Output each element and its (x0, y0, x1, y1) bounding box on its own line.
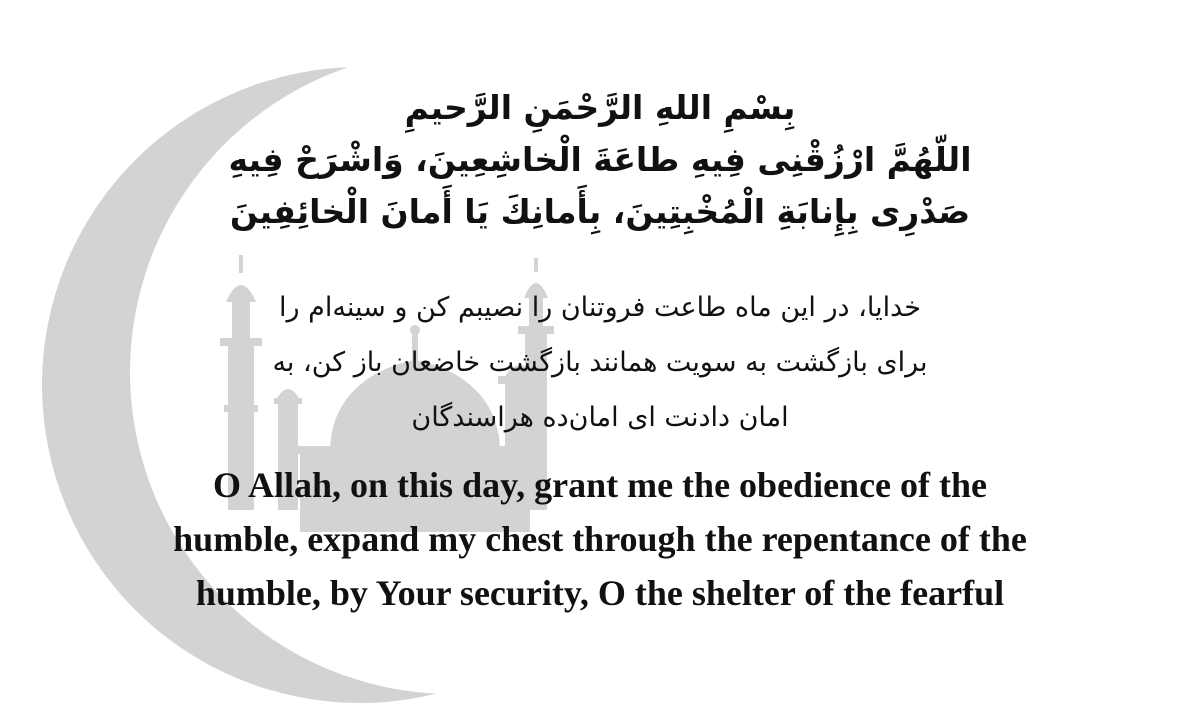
persian-line: خدایا، در این ماه طاعت فروتنان را نصیبم کن و سینه‌ام را (279, 292, 921, 323)
english-line: humble, expand my chest through the repentance of the (173, 519, 1027, 559)
arabic-line-basmala: بِسْمِ اللهِ الرَّحْمَنِ الرَّحيمِ (404, 88, 796, 127)
english-line: humble, by Your security, O the shelter of the fearful (195, 573, 1005, 613)
english-translation-text (0, 458, 1200, 620)
english-line: O Allah, on this day, grant me the obedience of the (212, 465, 988, 505)
persian-translation-text (0, 280, 1200, 445)
arabic-dua-text (0, 82, 1200, 238)
arabic-line: اللّهُمَّ ارْزُقْنِی فِیهِ طاعَةَ الْخاشِعِینَ، وَاشْرَحْ فِیهِ (228, 140, 972, 179)
arabic-line: صَدْرِی بِإِنابَةِ الْمُخْبِتِینَ، بِأَمانِكَ یَا أَمانَ الْخائِفِینَ (229, 192, 971, 231)
persian-line: برای بازگشت به سویت همانند بازگشت خاضعان باز کن، به (272, 347, 928, 378)
persian-line: امان دادنت ای امان‌ده هراسندگان (411, 402, 789, 433)
